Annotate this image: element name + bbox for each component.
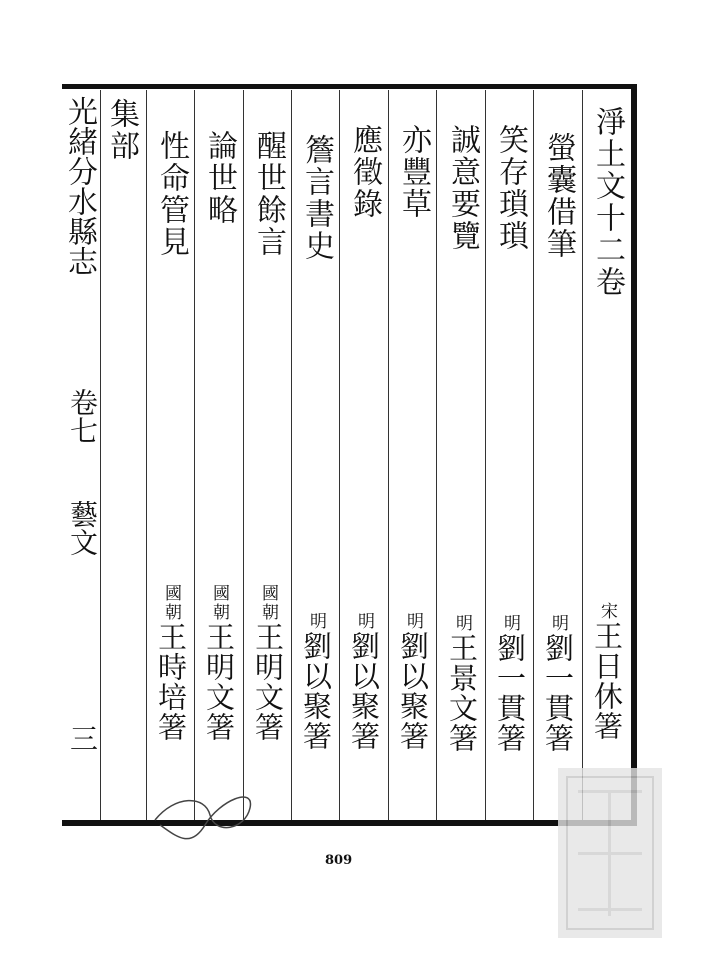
entry-era: 明 xyxy=(548,614,568,633)
entry-author: 劉一貫箸 xyxy=(541,633,575,753)
entry-era: 宋 xyxy=(597,602,617,621)
entry-author-block xyxy=(445,614,479,753)
entry-title: 醒世餘言 xyxy=(251,130,286,258)
column-rule xyxy=(194,90,195,820)
entry-author-block xyxy=(493,614,527,753)
entry-title: 淨土文十二卷 xyxy=(590,106,625,298)
entry-era: 國朝 xyxy=(258,584,278,622)
section-heading: 集部 xyxy=(104,98,139,162)
entry-title: 螢囊借筆 xyxy=(541,132,576,260)
entry-author: 劉一貫箸 xyxy=(493,633,527,753)
entry-author: 王明文箸 xyxy=(251,622,285,742)
library-seal xyxy=(558,768,662,938)
column-rule xyxy=(388,90,389,820)
spine-volume: 卷七 xyxy=(66,388,99,444)
entry-author-block xyxy=(590,602,624,741)
entry-era: 明 xyxy=(354,612,374,631)
column-rule xyxy=(436,90,437,820)
entry-author-block xyxy=(541,614,575,753)
entry-author: 王景文箸 xyxy=(445,633,479,753)
column-rule xyxy=(533,90,534,820)
entry-title: 亦豐草 xyxy=(396,124,431,220)
entry-author: 王明文箸 xyxy=(202,622,236,742)
spine xyxy=(62,92,100,818)
page-number: 809 xyxy=(325,853,353,868)
ink-scribble xyxy=(150,790,260,840)
entry-era: 國朝 xyxy=(209,584,229,622)
entry-era: 明 xyxy=(452,614,472,633)
spine-title: 光緒分水縣志 xyxy=(62,96,97,276)
entry-author-block xyxy=(154,584,188,742)
entry-author: 劉以聚箸 xyxy=(396,631,430,751)
spine-leaf: 三 xyxy=(66,724,99,752)
entry-author: 劉以聚箸 xyxy=(299,631,333,751)
column-rule xyxy=(582,90,583,820)
column-rule xyxy=(146,90,147,820)
entry-author: 劉以聚箸 xyxy=(347,631,381,751)
entry-author-block xyxy=(396,612,430,751)
entry-title: 笑存瑣瑣 xyxy=(493,124,528,252)
entry-era: 明 xyxy=(500,614,520,633)
spine-category: 藝文 xyxy=(66,500,99,556)
entry-title: 應徵錄 xyxy=(347,124,382,220)
entry-author-block xyxy=(251,584,285,742)
entry-title: 性命管見 xyxy=(154,130,189,258)
column-rule xyxy=(243,90,244,820)
entry-era: 明 xyxy=(403,612,423,631)
entry-author-block xyxy=(202,584,236,742)
column-rule xyxy=(485,90,486,820)
entry-era: 明 xyxy=(306,612,326,631)
entry-author-block xyxy=(347,612,381,751)
entry-author: 王時培箸 xyxy=(154,622,188,742)
column-rule xyxy=(339,90,340,820)
entry-author-block xyxy=(299,612,333,751)
column-rule xyxy=(291,90,292,820)
entry-title: 簷言書史 xyxy=(299,134,334,262)
entry-era: 國朝 xyxy=(161,584,181,622)
entry-title: 誠意要覽 xyxy=(445,124,480,252)
column-rule xyxy=(100,90,101,820)
entry-title: 論世略 xyxy=(202,130,237,226)
entry-author: 王日休箸 xyxy=(590,621,624,741)
